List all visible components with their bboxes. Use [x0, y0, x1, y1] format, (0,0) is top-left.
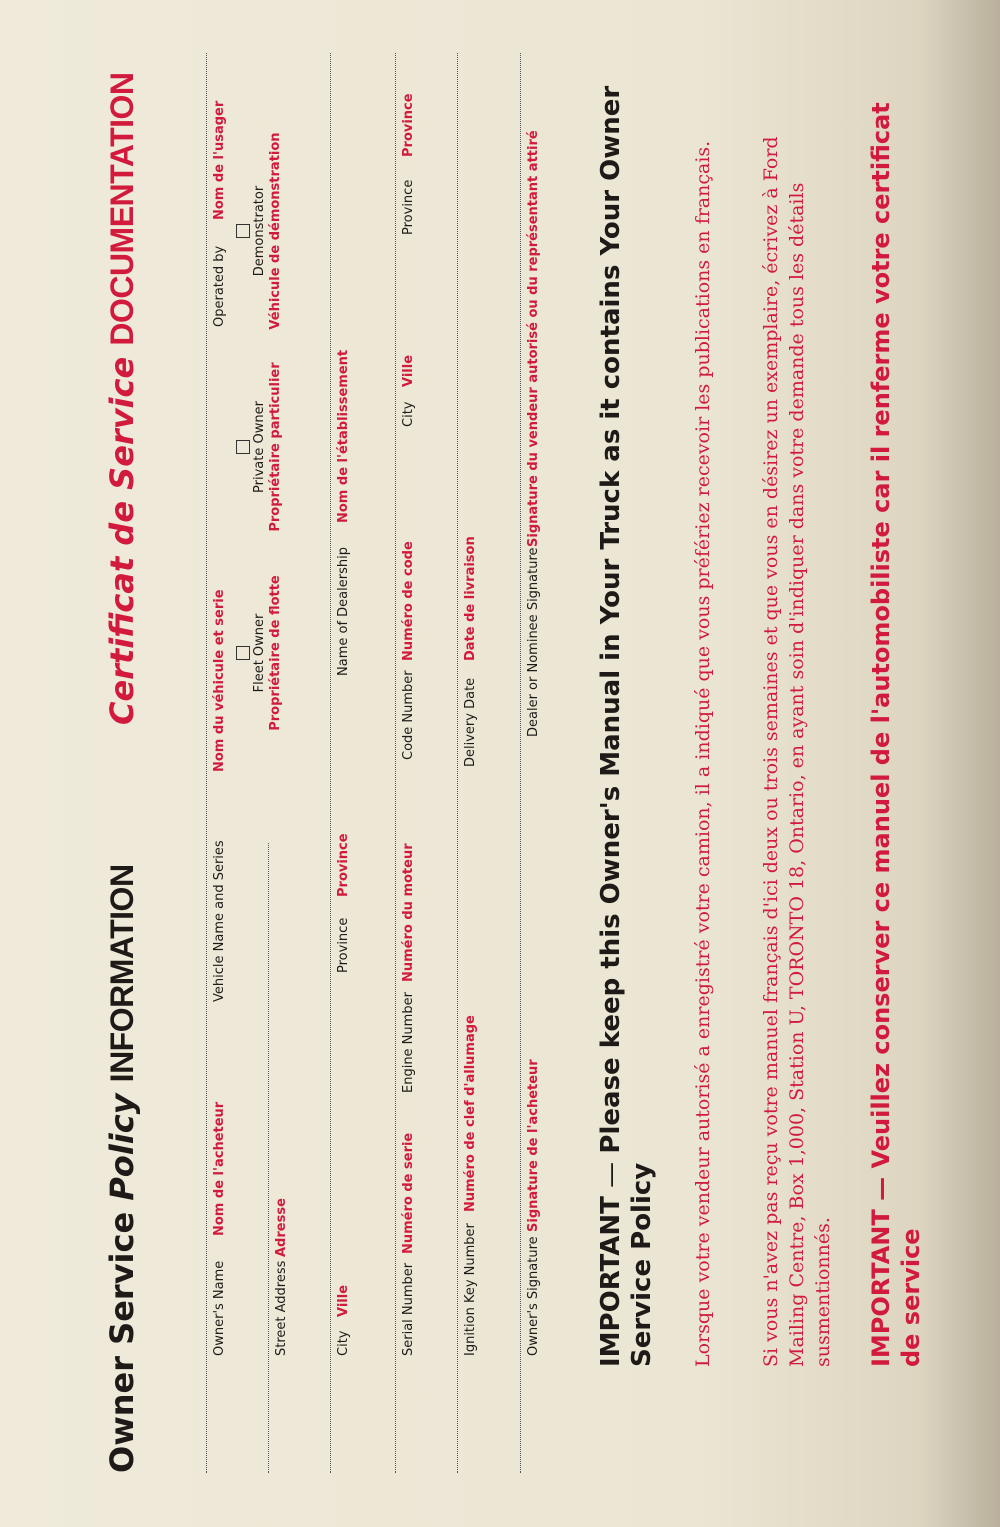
street-address-label: Street Address	[274, 1260, 289, 1356]
rule-serial-engine	[395, 53, 396, 1473]
ignition-key-label: Ignition Key Number	[463, 1223, 478, 1356]
private-owner-label-fr: Propriétaire particulier	[268, 362, 284, 532]
operated-by-label-fr: Nom de l'usager	[212, 100, 227, 220]
province-label: Province	[336, 917, 351, 973]
engine-number-label-fr: Numéro du moteur	[401, 843, 416, 982]
french-paragraph-1: Lorsque votre vendeur autorisé a enregistré votre camion, il a indiqué que vous préfériez recevoir les publications en français.	[692, 140, 714, 1367]
rule-street-address	[268, 843, 269, 1473]
important-en-dash: —	[596, 1153, 626, 1197]
owner-signature-label-fr: Signature de l'acheteur	[526, 1059, 541, 1232]
rule-ignition-delivery	[457, 53, 458, 1473]
dealer-signature-label-fr: Signature du vendeur autorisé ou du représentant attiré	[526, 130, 541, 547]
demonstrator-label: Demonstrator	[252, 185, 267, 277]
ignition-key-label-fr: Numéro de clef d'allumage	[463, 1015, 478, 1212]
left-title	[103, 864, 141, 1473]
dealer-province-label-fr: Province	[401, 93, 416, 157]
owners-name-label-fr: Nom de l'acheteur	[212, 1101, 227, 1236]
right-title	[103, 72, 141, 725]
dealer-city-label-fr: Ville	[401, 354, 416, 387]
dealership-label-fr: Nom de l'établissement	[336, 349, 351, 523]
serial-number-label-fr: Numéro de serie	[401, 1132, 416, 1254]
province-label-fr: Province	[336, 833, 351, 897]
left-title-caps: INFORMATION	[104, 864, 140, 1083]
owners-name-label: Owner's Name	[212, 1260, 227, 1356]
serial-number-label: Serial Number	[401, 1262, 416, 1356]
demonstrator-checkbox[interactable]	[236, 224, 250, 238]
fleet-owner-checkbox[interactable]	[236, 646, 250, 660]
important-english	[596, 67, 658, 1367]
code-number-label-fr: Numéro de code	[401, 541, 416, 661]
fleet-owner-label: Fleet Owner	[252, 613, 267, 693]
dealer-signature-label: Dealer or Nominee Signature	[526, 547, 541, 737]
fleet-owner-label-fr: Propriétaire de flotte	[268, 575, 284, 731]
delivery-date-label: Delivery Date	[463, 677, 478, 767]
vehicle-name-label: Vehicle Name and Series	[212, 840, 227, 1002]
important-fr-text: Veuillez conserver ce manuel de l'automobiliste car il renferme votre certificat de service	[867, 102, 925, 1367]
demonstrator-label-fr: Véhicule de démonstration	[268, 132, 284, 330]
french-paragraph-2: Si vous n'avez pas reçu votre manuel français d'ici deux ou trois semaines et que vous en désirez un exemplaire, écrivez à Ford Mailing Centre, Box 1,000, Station U, TORONTO 18, Ontario, en ayant soin d'indiquer dans votre demande tous les détails susmentionnés.	[760, 136, 835, 1367]
right-title-italic: Certificat de Service	[103, 356, 141, 725]
private-owner-checkbox[interactable]	[236, 440, 250, 454]
operated-by-label: Operated by	[212, 245, 227, 327]
vehicle-name-label-fr: Nom du véhicule et serie	[212, 589, 227, 772]
owner-signature-label: Owner's Signature	[526, 1236, 541, 1356]
important-fr-label: IMPORTANT	[867, 1209, 895, 1367]
important-fr-dash: —	[867, 1168, 895, 1210]
dealer-province-label: Province	[401, 179, 416, 235]
city-label-fr: Ville	[336, 1284, 351, 1317]
private-owner-option	[252, 347, 285, 547]
important-french	[866, 67, 926, 1367]
fleet-owner-option	[252, 553, 285, 753]
dealership-label: Name of Dealership	[336, 547, 351, 676]
important-en-label: IMPORTANT	[596, 1196, 626, 1367]
street-address-label-fr: Adresse	[274, 1198, 289, 1257]
important-en-text: Please keep this Owner's Manual in Your Truck as it contains Your Owner Service Policy	[596, 85, 658, 1367]
private-owner-label: Private Owner	[252, 401, 267, 493]
rule-city-province	[330, 53, 331, 1473]
rule-owner-name	[206, 53, 207, 1473]
engine-number-label: Engine Number	[401, 992, 416, 1093]
delivery-date-label-fr: Date de livraison	[463, 536, 478, 661]
city-label: City	[336, 1330, 351, 1356]
left-title-italic: Policy	[103, 1093, 141, 1201]
left-title-text: Owner Service	[103, 1200, 141, 1473]
dealer-city-label: City	[401, 401, 416, 427]
right-title-caps: DOCUMENTATION	[104, 72, 140, 346]
code-number-label: Code Number	[401, 670, 416, 760]
demonstrator-option	[252, 131, 285, 331]
rule-signatures	[520, 53, 521, 1473]
